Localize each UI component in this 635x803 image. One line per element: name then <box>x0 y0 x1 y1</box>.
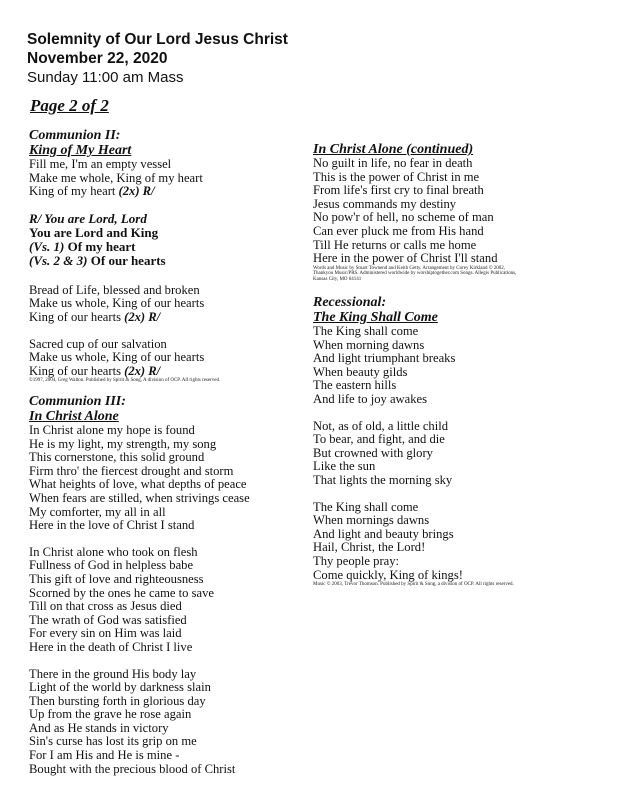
copyright-credit: Words and Music by Stuart Townend and Keith Getty. Arrangement by Corey Kirkland © 2002, Thankyou Music/PRS. Administered worldwide by worshiptogether.com Songs. Allegis Publications, Kansas City, MO 64141 <box>313 265 517 282</box>
recessional-title: Recessional: <box>313 295 387 310</box>
lyric-line: Thy people pray: <box>313 553 400 568</box>
lyric-line: Make us whole, King of our hearts <box>29 296 205 311</box>
communion3-song: In Christ Alone <box>29 409 119 424</box>
communion3-section <box>29 394 319 776</box>
lyric-line: To bear, and fight, and die <box>313 432 445 447</box>
communion3-title: Communion III: <box>29 394 126 409</box>
lyric-line: When morning dawns <box>313 337 425 352</box>
lyric-line: This is the power of Christ in me <box>313 169 480 184</box>
lyric-line: When mornings dawns <box>313 513 430 528</box>
lyric-line: Up from the grave he rose again <box>29 707 192 722</box>
lyric-line: The wrath of God was satisfied <box>29 612 187 627</box>
lyric-line: Here in the love of Christ I stand <box>29 518 195 533</box>
header-title: Solemnity of Our Lord Jesus Christ <box>27 31 288 48</box>
lyric-line: When beauty gilds <box>313 364 408 379</box>
lyric-line: Here in the power of Christ I'll stand <box>313 251 498 266</box>
lyric-line: The King shall come <box>313 499 419 514</box>
lyric-line: Bought with the precious blood of Christ <box>29 761 236 776</box>
lyric-line: Till on that cross as Jesus died <box>29 599 182 614</box>
copyright-credit: ©1997, 2004, Greg Walton. Published by Spirit & Song, A division of OCP. All rights reserved. <box>29 378 221 384</box>
refrain-line: You are Lord and King <box>29 224 159 240</box>
lyric-line: When fears are stilled, when strivings cease <box>29 490 250 505</box>
lyric-line: From life's first cry to final breath <box>313 183 484 198</box>
header-date: November 22, 2020 <box>27 50 168 67</box>
lyric-line: Till He returns or calls me home <box>313 237 477 252</box>
lyric-line: In Christ alone my hope is found <box>29 423 195 437</box>
lyric-line: King of our hearts (2x) R/ <box>29 363 161 378</box>
lyric-line: And as He stands in victory <box>29 720 169 735</box>
lyric-line: Like the sun <box>313 459 376 474</box>
lyric-line: No pow'r of hell, no scheme of man <box>313 210 494 225</box>
lyric-line: For every sin on Him was laid <box>29 626 182 641</box>
recessional-song: The King Shall Come <box>313 310 438 325</box>
lyric-line: But crowned with glory <box>313 445 433 460</box>
lyric-line: He is my light, my strength, my song <box>29 436 217 451</box>
lyric-line: Jesus commands my destiny <box>313 196 457 211</box>
refrain-line: (Vs. 1) Of my heart <box>29 238 136 254</box>
refrain <box>29 212 319 268</box>
communion2-song: King of My Heart <box>29 143 132 158</box>
lyric-line: The King shall come <box>313 324 419 338</box>
lyric-line: Fullness of God in helpless babe <box>29 558 194 573</box>
lyric-line: My comforter, my all in all <box>29 504 166 519</box>
communion2-title: Communion II: <box>29 128 121 143</box>
lyric-line: Not, as of old, a little child <box>313 418 449 433</box>
lyric-line: For I am His and He is mine - <box>29 748 180 763</box>
lyric-line: There in the ground His body lay <box>29 666 197 681</box>
bulletin-header <box>27 30 288 87</box>
lyric-line: Light of the world by darkness slain <box>29 680 211 695</box>
lyric-line: King of our hearts (2x) R/ <box>29 309 161 324</box>
page-label: Page 2 of 2 <box>30 96 109 115</box>
lyric-line: No guilt in life, no fear in death <box>313 156 473 170</box>
lyric-line: The eastern hills <box>313 378 397 393</box>
lyric-line: Sacred cup of our salvation <box>29 336 167 351</box>
lyric-line: In Christ alone who took on flesh <box>29 544 198 559</box>
lyric-line: Bread of Life, blessed and broken <box>29 282 200 297</box>
lyric-line: Then bursting forth in glorious day <box>29 693 206 708</box>
lyric-line: What heights of love, what depths of peace <box>29 477 247 492</box>
lyric-line: Scorned by the ones he came to save <box>29 585 214 600</box>
lyric-line: Here in the death of Christ I live <box>29 639 193 654</box>
header-mass-time: Sunday 11:00 am Mass <box>27 69 184 86</box>
refrain-line: R/ You are Lord, Lord <box>29 210 147 226</box>
lyric-line: Firm thro' the fiercest drought and storm <box>29 463 234 478</box>
copyright-credit: Music © 2003, Trevor Thomson. Published by Spirit & Song, a division of OCP. All rights reserved. <box>313 582 514 588</box>
lyric-line: Come quickly, King of kings! <box>313 567 463 582</box>
lyric-line: And light and beauty brings <box>313 526 454 541</box>
communion3-continued-section <box>313 142 613 283</box>
communion2-section <box>29 128 319 384</box>
lyric-line: Make me whole, King of my heart <box>29 170 203 185</box>
lyric-line: This cornerstone, this solid ground <box>29 450 205 465</box>
lyric-line: Make us whole, King of our hearts <box>29 350 205 365</box>
lyric-line: Can ever pluck me from His hand <box>313 223 484 238</box>
lyric-line: And light triumphant breaks <box>313 351 456 366</box>
lyric-line: King of my heart (2x) R/ <box>29 184 155 199</box>
recessional-section <box>313 295 613 588</box>
refrain-line: (Vs. 2 & 3) Of our hearts <box>29 252 166 268</box>
lyric-line: And life to joy awakes <box>313 391 428 406</box>
lyric-line: This gift of love and righteousness <box>29 571 204 586</box>
lyric-line: That lights the morning sky <box>313 472 453 487</box>
lyric-line: Sin's curse has lost its grip on me <box>29 734 197 749</box>
lyric-line: Fill me, I'm an empty vessel <box>29 157 172 171</box>
communion3-continued-title: In Christ Alone (continued) <box>313 142 474 157</box>
lyric-line: Hail, Christ, the Lord! <box>313 540 426 555</box>
